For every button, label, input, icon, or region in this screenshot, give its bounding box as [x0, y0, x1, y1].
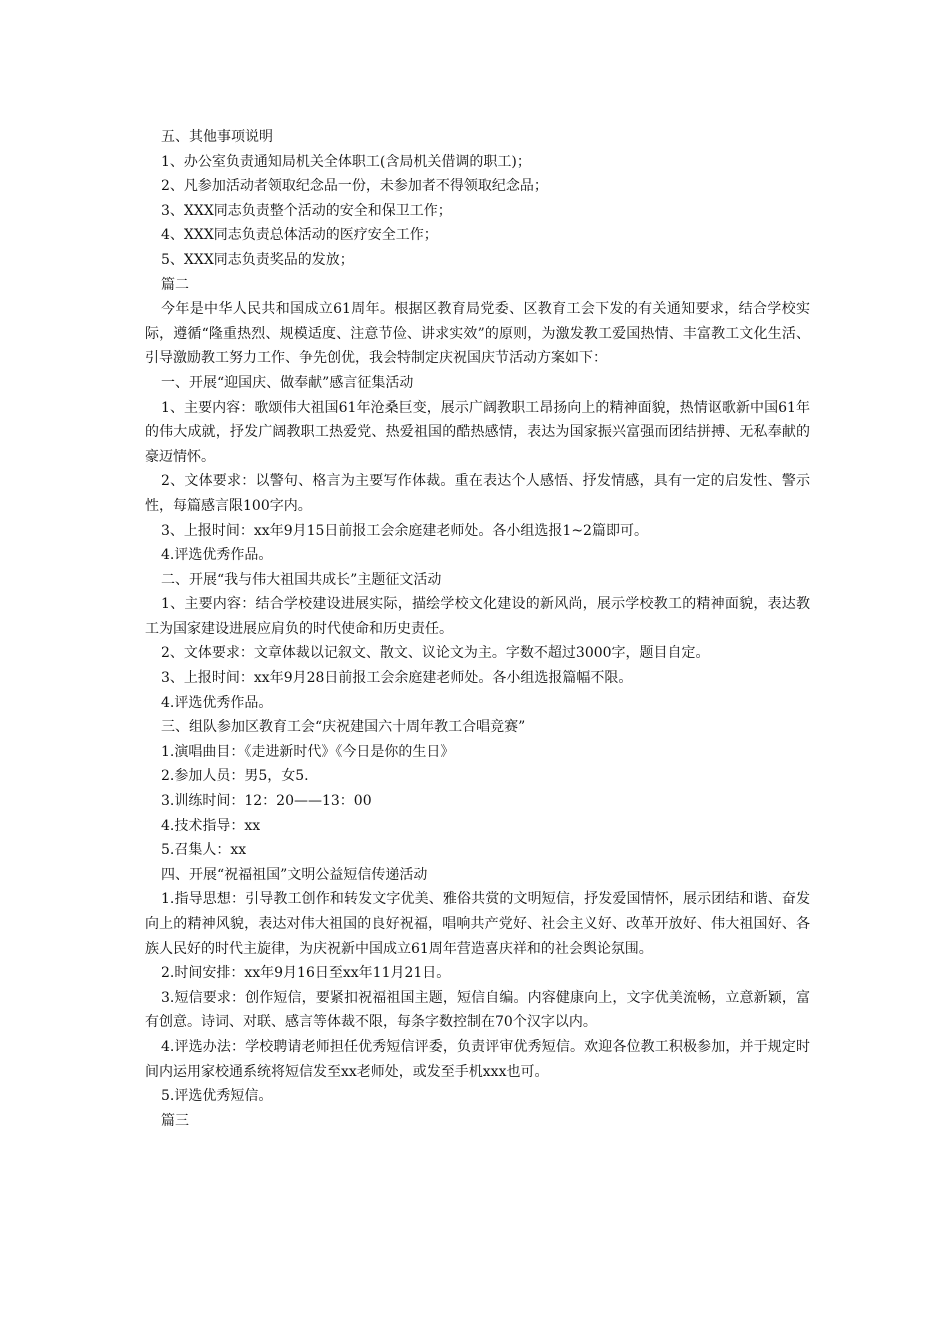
section-heading-other-notes: 五、其他事项说明 — [161, 129, 273, 145]
list-item: 3、XXX同志负责整个活动的安全和保卫工作； — [161, 202, 452, 219]
list-item: 1.演唱曲目：《走进新时代》《今日是你的生日》 — [161, 743, 455, 760]
list-item: 2.时间安排：xx年9月16日至xx年11月21日。 — [161, 965, 451, 982]
list-item: 4.评选优秀作品。 — [161, 547, 273, 564]
part-heading-3: 篇三 — [161, 1112, 189, 1129]
list-item: 1.指导思想：引导教工创作和转发文字优美、雅俗共赏的文明短信，抒发爱国情怀，展示团结和谐、奋发向上的精神风貌，表达对伟大祖国的良好祝福，唱响共产党好、社会主义好、改革开放好、伟大祖国好、各族人民好的时代主旋律，为庆祝新中国成立61周年营造喜庆祥和的社会舆论氛围。 — [145, 891, 810, 957]
section-heading-4: 四、开展“祝福祖国”文明公益短信传递活动 — [161, 866, 428, 883]
list-item: 5.召集人：xx — [161, 842, 247, 859]
list-item: 3.训练时间：12：20——13：00 — [161, 793, 372, 810]
section-heading-2: 二、开展“我与伟大祖国共成长”主题征文活动 — [161, 571, 442, 588]
part-heading-2: 篇二 — [161, 276, 189, 293]
list-item: 2、文体要求：以警句、格言为主要写作体裁。重在表达个人感悟、抒发情感，具有一定的启发性、警示性，每篇感言限100字内。 — [145, 473, 810, 514]
section-heading-3: 三、组队参加区教育工会“庆祝建国六十周年教工合唱竞赛” — [161, 719, 526, 736]
list-item: 3、上报时间：xx年9月15日前报工会余庭建老师处。各小组选报1~2篇即可。 — [161, 522, 648, 539]
list-item: 5、XXX同志负责奖品的发放； — [161, 251, 354, 268]
list-item: 4.评选优秀作品。 — [161, 694, 273, 711]
intro-paragraph: 今年是中华人民共和国成立61周年。根据区教育局党委、区教育工会下发的有关通知要求，结合学校实际，遵循“隆重热烈、规模适度、注意节俭、讲求实效”的原则，为激发教工爱国热情、丰富教工文化生活、引导激励教工努力工作、争先创优，我会特制定庆祝国庆节活动方案如下： — [145, 301, 810, 367]
section-heading-1: 一、开展“迎国庆、做奉献”感言征集活动 — [161, 374, 414, 391]
list-item: 2、凡参加活动者领取纪念品一份，未参加者不得领取纪念品； — [161, 178, 548, 195]
list-item: 1、主要内容：歌颂伟大祖国61年沧桑巨变，展示广阔教职工昂扬向上的精神面貌，热情讴歌新中国61年的伟大成就，抒发广阔教职工热爱党、热爱祖国的酷热感情，表达为国家振兴富强而团结拼搏、无私奉献的豪迈情怀。 — [145, 399, 810, 465]
list-item: 5.评选优秀短信。 — [161, 1088, 273, 1105]
list-item: 2.参加人员：男5，女5. — [161, 768, 309, 785]
list-item: 3、上报时间：xx年9月28日前报工会余庭建老师处。各小组选报篇幅不限。 — [161, 670, 633, 687]
list-item: 1、主要内容：结合学校建设进展实际，描绘学校文化建设的新风尚，展示学校教工的精神面貌，表达教工为国家建设进展应肩负的时代使命和历史责任。 — [145, 596, 810, 637]
list-item: 4.技术指导：xx — [161, 817, 261, 834]
list-item: 4、XXX同志负责总体活动的医疗安全工作； — [161, 227, 438, 244]
list-item: 3.短信要求：创作短信，要紧扣祝福祖国主题，短信自编。内容健康向上，文字优美流畅，立意新颖，富有创意。诗词、对联、感言等体裁不限，每条字数控制在70个汉字以内。 — [145, 989, 810, 1031]
list-item: 2、文体要求：文章体裁以记叙文、散文、议论文为主。字数不超过3000字，题目自定。 — [161, 645, 710, 662]
list-item: 4.评选办法：学校聘请老师担任优秀短信评委，负责评审优秀短信。欢迎各位教工积极参加，并于规定时间内运用家校通系统将短信发至xx老师处，或发至手机xxx也可。 — [145, 1038, 810, 1080]
document-body — [145, 125, 810, 1133]
list-item: 1、办公室负责通知局机关全体职工(含局机关借调的职工)； — [161, 153, 531, 170]
